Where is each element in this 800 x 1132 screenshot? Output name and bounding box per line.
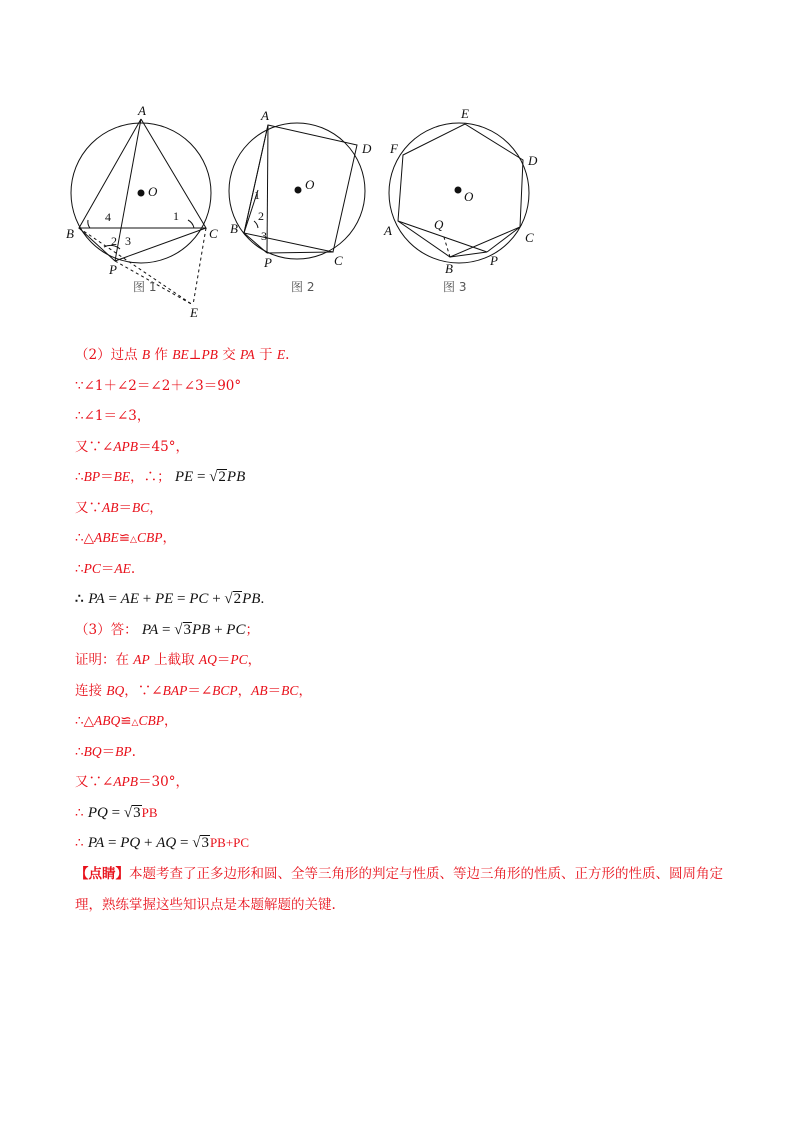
solution-line-7: ∴△ABE≌△CBP， (75, 530, 176, 546)
fig1-angle-1: 1 (173, 209, 179, 223)
solution-line-10: （3）答： PA = √3PB + PC； (75, 621, 259, 638)
fig2-label-D: D (362, 141, 372, 156)
fig3-label-F: F (390, 141, 398, 156)
fig2-angle-3: 3 (261, 229, 267, 243)
solution-line-12: 连接 BQ，∵∠BAP＝∠BCP，AB＝BC， (75, 682, 312, 699)
fig2-angle-1: 1 (254, 188, 260, 202)
solution-line-17: ∴ PA = PQ + AQ = √3PB+PC (75, 835, 250, 851)
fig1-caption: 图 1 (133, 280, 157, 294)
fig3-label-E: E (461, 106, 469, 121)
formula-PA-2: PA = AE + PE = PC + √2PB. (88, 591, 265, 607)
solution-line-5: ∴BP＝BE，∴； PE = √2PB (75, 469, 246, 485)
fig1-triangle (79, 119, 206, 228)
solution-line-3: ∴∠1＝∠3， (75, 408, 151, 424)
solution-line-2: ∵∠1＋∠2＝∠2＋∠3＝90° (75, 377, 242, 394)
solution-line-11: 证明：在 AP 上截取 AQ＝PC， (75, 652, 262, 668)
figures-area (60, 95, 560, 330)
solution-text (75, 340, 735, 921)
figure-2 (229, 108, 372, 294)
fig2-label-P: P (264, 255, 272, 270)
fig1-angle-3: 3 (125, 234, 131, 248)
fig1-angle-4: 4 (105, 210, 111, 224)
formula-PA-3: PA = √3PB + PC (141, 621, 246, 638)
fig2-label-C: C (334, 253, 343, 268)
fig2-label-A: A (261, 108, 269, 123)
figure-1 (66, 103, 218, 320)
formula-PE: PE = √2PB (174, 469, 246, 485)
comment-text: 本题考查了正多边形和圆、全等三角形的判定与性质、等边三角形的性质、正方形的性质、圆周角定理，熟练掌握这些知识点是本题解题的关键. (75, 865, 723, 913)
solution-line-13: ∴△ABQ≌△CBP， (75, 713, 178, 729)
solution-line-6: 又∵AB＝BC， (75, 499, 163, 516)
fig2-label-O: O (305, 177, 315, 192)
comment-paragraph (75, 859, 735, 921)
fig1-label-C: C (209, 226, 218, 241)
solution-line-15: 又∵∠APB＝30°， (75, 774, 189, 790)
figure-3 (383, 106, 538, 294)
comment-tag: 【点睛】 (75, 865, 129, 882)
formula-PA-final: PA = PQ + AQ = √3 (87, 835, 209, 851)
solution-line-16: ∴ PQ = √3PB (75, 804, 158, 821)
fig2-angle-2: 2 (258, 209, 264, 223)
fig1-label-E: E (190, 305, 198, 320)
fig1-angle-2: 2 (111, 234, 117, 248)
solution-line-4: 又∵∠APB＝45°， (75, 438, 189, 455)
fig3-label-B: B (445, 261, 453, 276)
formula-PQ: PQ = √3 (87, 804, 141, 821)
solution-line-8: ∴PC＝AE. (75, 560, 136, 577)
fig1-label-O: O (148, 184, 158, 199)
fig3-caption: 图 3 (443, 280, 467, 294)
solution-line-9: ∴ PA = AE + PE = PC + √2PB. (75, 591, 265, 607)
fig1-label-P: P (109, 262, 117, 277)
geometry-figures (60, 95, 560, 330)
fig3-label-P: P (490, 253, 498, 268)
fig2-label-B: B (230, 221, 238, 236)
fig3-label-D: D (528, 153, 538, 168)
fig1-label-B: B (66, 226, 74, 241)
solution-line-14: ∴BQ＝BP. (75, 743, 136, 760)
solution-line-1: （2）过点 B 作 BE⊥PB 交 PA 于 E. (75, 347, 290, 363)
fig3-label-A: A (384, 223, 392, 238)
fig2-caption: 图 2 (291, 280, 315, 294)
fig3-label-O: O (464, 189, 474, 204)
fig1-label-A: A (138, 103, 146, 118)
fig3-label-C: C (525, 230, 534, 245)
fig3-label-Q: Q (434, 217, 444, 232)
